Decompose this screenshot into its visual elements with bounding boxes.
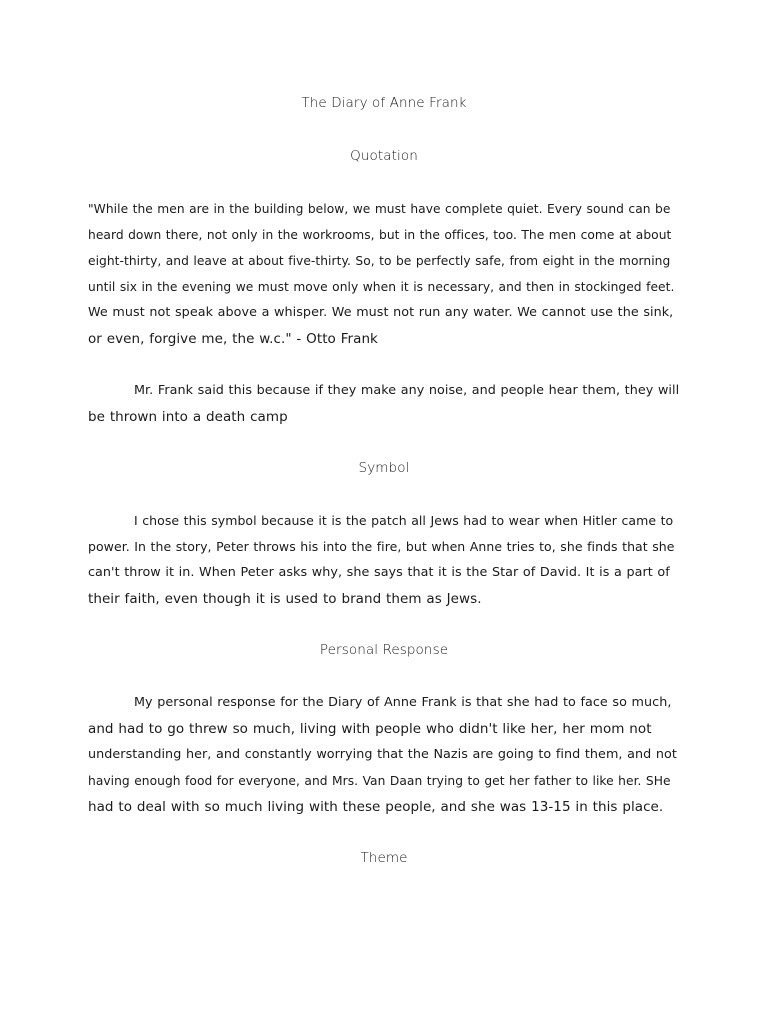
symbol-line: can't throw it in. When Peter asks why, she says that it is the Star of David. It is a part of [88,565,670,580]
symbol-heading: Symbol [358,460,410,476]
symbol-line: I chose this symbol because it is the patch all Jews had to wear when Hitler came to [134,513,674,528]
quote-line: "While the men are in the building below, we must have complete quiet. Every sound can be [88,202,671,216]
response-line: understanding her, and constantly worrying that the Nazis are going to find them, and not [88,747,677,762]
quotation-heading: Quotation [350,148,418,164]
personal-response-text [88,690,680,820]
quotation-text [88,196,680,352]
symbol-line: power. In the story, Peter throws his into the fire, but when Anne tries to, she finds that she [88,539,675,554]
quote-line: eight-thirty, and leave at about five-thirty. So, to be perfectly safe, from eight in the morning [88,254,671,268]
quotation-explanation [88,378,680,430]
symbol-line: their faith, even though it is used to brand them as Jews. [88,591,482,607]
quote-line: heard down there, not only in the workrooms, but in the offices, too. The men come at about [88,228,672,242]
explanation-line: be thrown into a death camp [88,409,288,425]
response-line: having enough food for everyone, and Mrs. Van Daan trying to get her father to like her. SHe [88,774,671,788]
response-line: My personal response for the Diary of Anne Frank is that she had to face so much, [134,695,672,710]
quote-line: until six in the evening we must move only when it is necessary, and then in stockinged feet. [88,280,675,294]
response-line: had to deal with so much living with these people, and she was 13-15 in this place. [88,799,664,815]
quote-line: We must not speak above a whisper. We must not run any water. We cannot use the sink, [88,305,674,320]
symbol-text [88,508,680,612]
explanation-line: Mr. Frank said this because if they make any noise, and people hear them, they will [134,383,680,398]
quote-line: or even, forgive me, the w.c." - Otto Frank [88,331,378,347]
theme-heading: Theme [360,850,408,866]
personal-response-heading: Personal Response [319,642,449,658]
response-line: and had to go threw so much, living with people who didn't like her, her mom not [88,721,652,737]
document-title: The Diary of Anne Frank [301,95,467,111]
